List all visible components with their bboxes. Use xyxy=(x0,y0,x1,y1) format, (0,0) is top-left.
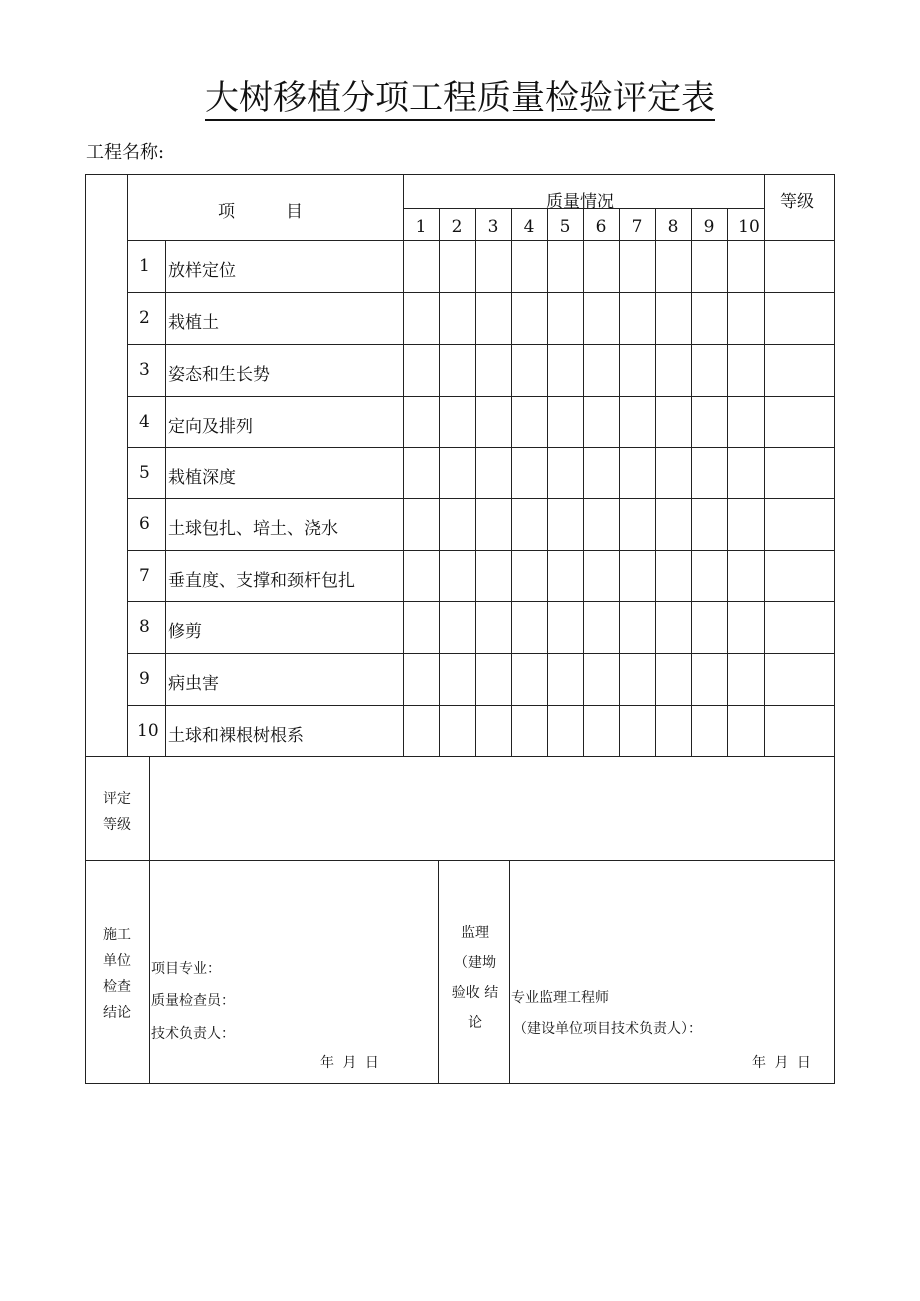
grid-line xyxy=(127,498,835,499)
grid-line xyxy=(127,396,835,397)
grid-line xyxy=(511,208,512,757)
row-item-name: 修剪 xyxy=(168,622,202,642)
row-number: 6 xyxy=(139,514,150,534)
row-number: 10 xyxy=(137,721,159,741)
grid-line xyxy=(85,860,835,861)
construction-label-line: 检查 xyxy=(103,979,131,995)
supervision-label-line: 论 xyxy=(468,1015,482,1031)
grid-line xyxy=(834,174,835,1084)
row-number: 7 xyxy=(139,566,150,586)
quality-column-number: 6 xyxy=(595,217,607,237)
quality-column-number: 3 xyxy=(487,217,499,237)
quality-column-number: 1 xyxy=(415,217,427,237)
supervising-engineer-field: 专业监理工程师 xyxy=(511,990,609,1006)
construction-label xyxy=(94,922,140,1026)
technical-lead-field: 技术负责人： xyxy=(151,1026,235,1042)
construction-label-line: 施工 xyxy=(103,927,131,943)
project-name-label: 工程名称: xyxy=(86,142,165,163)
row-item-name: 垂直度、支撑和颈杆包扎 xyxy=(168,571,355,591)
quality-column-number: 2 xyxy=(451,217,463,237)
row-item-name: 姿态和生长势 xyxy=(168,365,270,385)
row-item-name: 土球和裸根树根系 xyxy=(168,726,304,746)
grid-line xyxy=(127,705,835,706)
construction-label-line: 单位 xyxy=(103,953,131,969)
row-number: 5 xyxy=(139,463,150,483)
evaluation-label-line1: 评定 xyxy=(103,791,131,807)
grid-line xyxy=(127,550,835,551)
grid-line xyxy=(127,447,835,448)
title-text: 大树移植分项工程质量检验评定表 xyxy=(205,78,715,121)
row-number: 3 xyxy=(139,360,150,380)
quality-column-number: 9 xyxy=(703,217,715,237)
grid-line xyxy=(127,174,128,757)
owner-tech-lead-field: （建设单位项目技术负责人）： xyxy=(513,1021,702,1037)
grid-line xyxy=(475,208,476,757)
construction-date: 年 月 日 xyxy=(320,1055,379,1071)
row-item-name: 定向及排列 xyxy=(168,417,253,437)
quality-column-number: 10 xyxy=(738,217,760,237)
supervision-label-line: （建坳 xyxy=(454,955,496,971)
row-item-name: 栽植深度 xyxy=(168,468,236,488)
grid-line xyxy=(438,860,439,1084)
supervision-label-line: 监理 xyxy=(461,925,489,941)
grid-line xyxy=(149,756,150,1084)
quality-header: 质量情况 xyxy=(546,192,614,212)
grid-line xyxy=(764,174,765,757)
row-item-name: 放样定位 xyxy=(168,261,236,281)
grid-line xyxy=(691,208,692,757)
grid-line xyxy=(403,174,404,757)
row-number: 1 xyxy=(139,256,150,276)
grid-line xyxy=(547,208,548,757)
grid-line xyxy=(165,240,166,757)
supervision-label xyxy=(446,918,504,1038)
page-title xyxy=(0,76,920,120)
grid-line xyxy=(85,756,835,757)
row-item-name: 栽植土 xyxy=(168,313,219,333)
item-header: 项 目 xyxy=(218,202,303,222)
project-specialist-field: 项目专业： xyxy=(151,961,221,977)
grid-line xyxy=(439,208,440,757)
supervision-date: 年 月 日 xyxy=(752,1055,811,1071)
quality-column-number: 5 xyxy=(559,217,571,237)
grid-line xyxy=(127,240,835,241)
grid-line xyxy=(85,174,86,1084)
grid-line xyxy=(85,174,835,175)
quality-column-number: 7 xyxy=(631,217,643,237)
grid-line xyxy=(127,292,835,293)
grid-line xyxy=(509,860,510,1084)
quality-inspector-field: 质量检查员： xyxy=(151,993,235,1009)
row-item-name: 土球包扎、培土、浇水 xyxy=(168,519,338,539)
grid-line xyxy=(85,1083,835,1084)
grid-line xyxy=(127,653,835,654)
grid-line xyxy=(127,344,835,345)
grid-line xyxy=(127,601,835,602)
construction-label-line: 结论 xyxy=(103,1005,131,1021)
evaluation-label-line2: 等级 xyxy=(103,817,131,833)
grid-line xyxy=(727,208,728,757)
row-item-name: 病虫害 xyxy=(168,674,219,694)
row-number: 2 xyxy=(139,308,150,328)
quality-column-number: 4 xyxy=(523,217,535,237)
grid-line xyxy=(655,208,656,757)
row-number: 8 xyxy=(139,617,150,637)
supervision-label-line: 验收 结 xyxy=(451,985,499,1001)
row-number: 4 xyxy=(139,412,150,432)
quality-column-number: 8 xyxy=(667,217,679,237)
evaluation-label xyxy=(94,786,140,838)
row-number: 9 xyxy=(139,669,150,689)
grade-header: 等级 xyxy=(780,192,814,212)
grid-line xyxy=(583,208,584,757)
grid-line xyxy=(619,208,620,757)
